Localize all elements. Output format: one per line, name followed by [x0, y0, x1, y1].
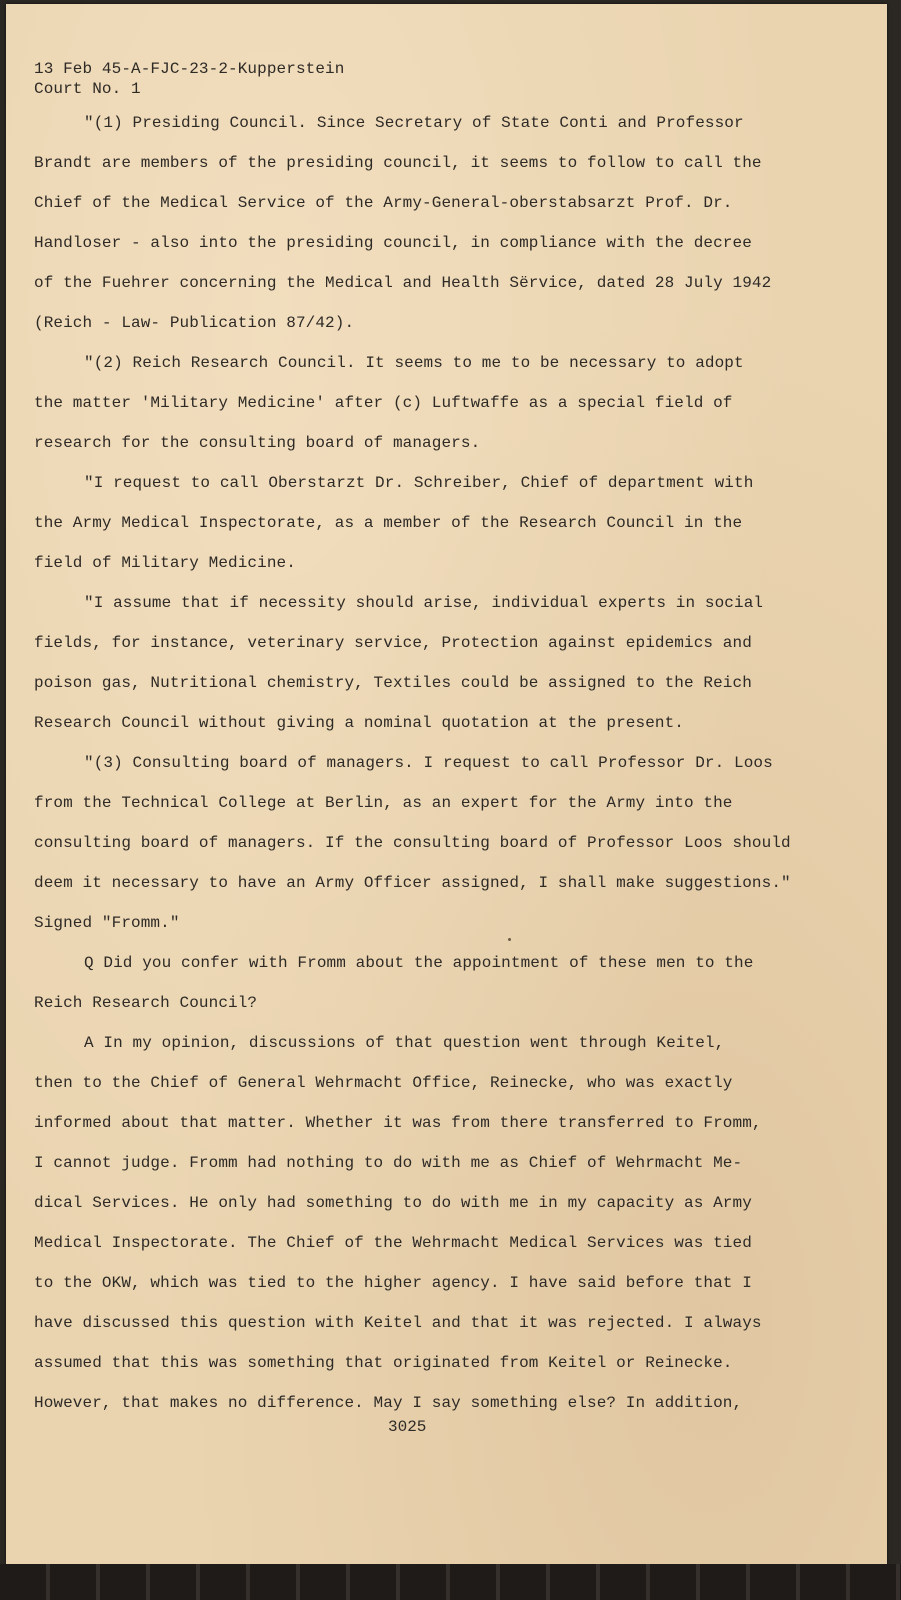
body-line: field of Military Medicine. — [34, 554, 296, 572]
page-number: 3025 — [388, 1418, 427, 1436]
header-line-2: Court No. 1 — [34, 80, 141, 98]
question-line: Reich Research Council? — [34, 994, 258, 1012]
body-line: poison gas, Nutritional chemistry, Textiles could be assigned to the Reich — [34, 674, 752, 692]
body-line: "I request to call Oberstarzt Dr. Schreiber, Chief of department with — [84, 474, 754, 492]
body-line: "(1) Presiding Council. Since Secretary of State Conti and Professor — [84, 114, 744, 132]
body-line: from the Technical College at Berlin, as an expert for the Army into the — [34, 794, 733, 812]
body-line: of the Fuehrer concerning the Medical and Health Sërvice, dated 28 July 1942 — [34, 274, 772, 292]
answer-line: then to the Chief of General Wehrmacht Office, Reinecke, who was exactly — [34, 1074, 733, 1092]
answer-line: informed about that matter. Whether it was from there transferred to Fromm, — [34, 1114, 762, 1132]
document-sheet — [6, 4, 887, 1564]
body-line: Signed "Fromm." — [34, 914, 180, 932]
answer-line: have discussed this question with Keitel and that it was rejected. I always — [34, 1314, 762, 1332]
body-line: Handloser - also into the presiding council, in compliance with the decree — [34, 234, 752, 252]
body-line: the matter 'Military Medicine' after (c) Luftwaffe as a special field of — [34, 394, 733, 412]
body-line: deem it necessary to have an Army Officer assigned, I shall make suggestions." — [34, 874, 791, 892]
answer-line: A In my opinion, discussions of that question went through Keitel, — [84, 1034, 725, 1052]
answer-line: Medical Inspectorate. The Chief of the Wehrmacht Medical Services was tied — [34, 1234, 752, 1252]
body-line: fields, for instance, veterinary service, Protection against epidemics and — [34, 634, 752, 652]
answer-line: to the OKW, which was tied to the higher agency. I have said before that I — [34, 1274, 752, 1292]
body-line: (Reich - Law- Publication 87/42). — [34, 314, 355, 332]
answer-line: I cannot judge. Fromm had nothing to do with me as Chief of Wehrmacht Me- — [34, 1154, 743, 1172]
answer-line: However, that makes no difference. May I say something else? In addition, — [34, 1394, 743, 1412]
body-line: Chief of the Medical Service of the Army-General-oberstabsarzt Prof. Dr. — [34, 194, 733, 212]
answer-line: assumed that this was something that originated from Keitel or Reinecke. — [34, 1354, 733, 1372]
header-line-1: 13 Feb 45-A-FJC-23-2-Kupperstein — [34, 60, 345, 78]
body-line: the Army Medical Inspectorate, as a member of the Research Council in the — [34, 514, 743, 532]
body-line: "(2) Reich Research Council. It seems to me to be necessary to adopt — [84, 354, 744, 372]
body-line: "(3) Consulting board of managers. I request to call Professor Dr. Loos — [84, 754, 773, 772]
body-line: Research Council without giving a nominal quotation at the present. — [34, 714, 685, 732]
body-line: research for the consulting board of managers. — [34, 434, 481, 452]
body-line: consulting board of managers. If the consulting board of Professor Loos should — [34, 834, 791, 852]
paper-speck — [508, 938, 511, 941]
scanner-background-strip — [0, 1564, 901, 1600]
question-line: Q Did you confer with Fromm about the appointment of these men to the — [84, 954, 754, 972]
body-line: Brandt are members of the presiding council, it seems to follow to call the — [34, 154, 762, 172]
body-line: "I assume that if necessity should arise, individual experts in social — [84, 594, 764, 612]
answer-line: dical Services. He only had something to do with me in my capacity as Army — [34, 1194, 752, 1212]
